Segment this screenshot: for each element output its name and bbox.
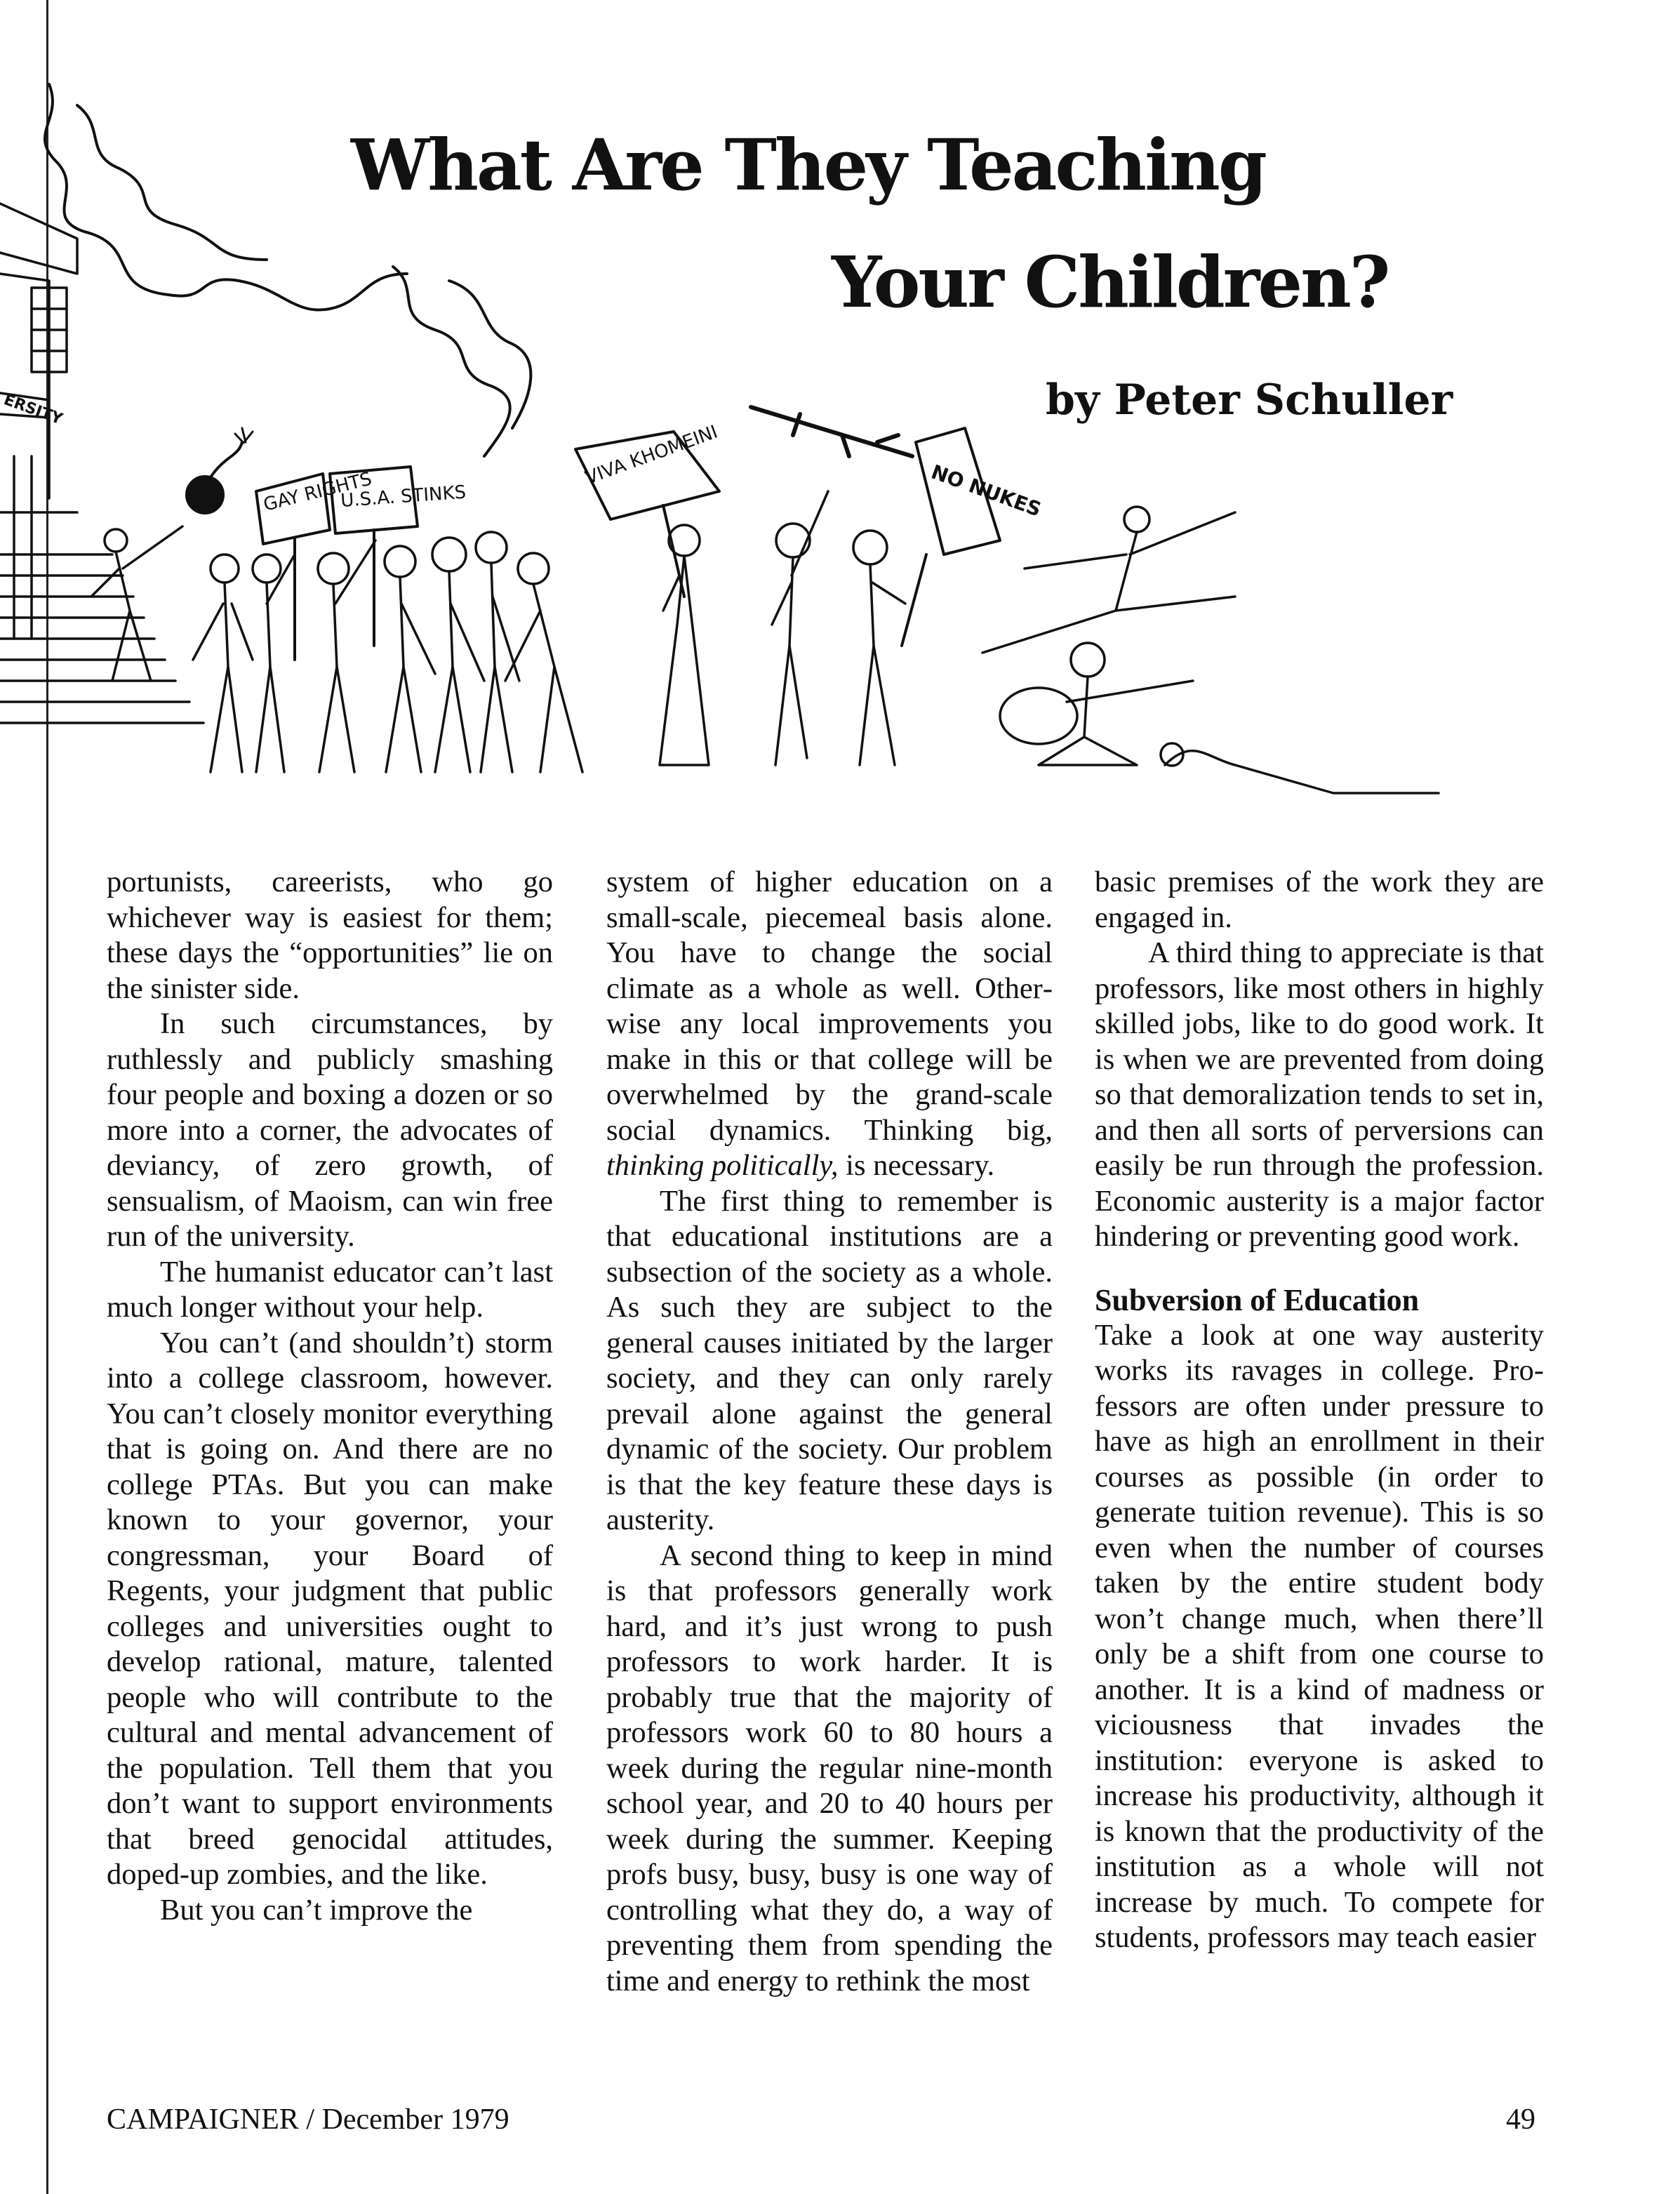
column-1	[107, 865, 553, 1928]
sign-text: U.S.A. STINKS	[340, 481, 467, 512]
paragraph-text: is necessary.	[846, 1149, 995, 1182]
paragraph: But you can’t improve the	[160, 1893, 473, 1927]
emphasis: thinking politically,	[606, 1149, 839, 1182]
column-2	[606, 865, 1053, 1999]
headline-line-1: What Are They Teaching	[351, 124, 1265, 206]
headline-line-2: Your Children?	[832, 241, 1389, 324]
paragraph: portunists, careerists, who go whichever way is easiest for them; these days the “opportunities” lie on the sinister side.	[107, 865, 553, 1005]
paragraph: The humanist educator can’t last much longer without your help.	[107, 1255, 553, 1324]
sign-text: NO NUKES	[928, 460, 1045, 521]
paragraph	[606, 865, 1053, 1184]
paragraph: The first thing to remember is that educational institutions are a subsection of the society as a whole. As such they are subject to the general causes initiated by the larger society, and they can only rarely prevail alone against the general dynamic of the society. Our problem is that the key feature these days is austerity.	[606, 1184, 1053, 1536]
section-heading: Subversion of Education	[1095, 1282, 1420, 1317]
sign-usa-stinks	[330, 467, 467, 646]
smoke-swirl	[393, 267, 510, 456]
paragraph-text: system of higher education on a small-scale, piecemeal basis alone. You have to change the social climate as a whole as well. Otherwise any local improvements you make in this or that college will be overwhelmed by the grand-scale social dynamics. Thinking big,	[606, 865, 1053, 1147]
column-3	[1095, 865, 1544, 1956]
paragraph: You can’t (and shouldn’t) storm into a college classroom, however. You can’t closely monitor everything that is going on. And there are no college PTAs. But you can make known to your governor, your congressman, your Board of Regents, your judgment that public colleges and universities ought to develop rational, mature, talented people who will contribute to the cultural and mental advancement of the population. Tell them that you don’t want to support environments that breed genocidal attitudes, doped-up zombies, and the like.	[107, 1326, 553, 1891]
rifle	[751, 407, 912, 456]
sign-viva-khomeini	[575, 422, 721, 597]
paragraph: Take a look at one way austerity works its ravages in college. Professors are often under pressure to have as high an enrollment in their courses as possible (in order to generate tuition revenue). This is so even when the number of courses taken by the entire student body won’t change much, when there’ll only be a shift from one course to another. It is a kind of madness or viciousness that invades the institution: everyone is asked to increase his productivity, although it is known that the productivity of the institution as a whole will not increase by much. To compete for students, professors may teach easier	[1095, 1318, 1544, 1954]
building	[0, 204, 204, 723]
byline: by Peter Schuller	[1046, 375, 1453, 425]
paragraph: In such circumstances, by ruthlessly and publicly smashing four people and boxing a dozen or so more into a corner, the advocates of deviancy, of zero growth, of sensualism, of Maoism, can win free run of the university.	[107, 1007, 553, 1253]
sign-text: GAY RIGHTS	[261, 468, 374, 516]
bomb	[187, 477, 223, 513]
footer-publication: CAMPAIGNER / December 1979	[107, 2103, 509, 2136]
facade-sign: ERSITY	[1, 391, 65, 429]
smoke-swirl	[77, 105, 267, 260]
page-number: 49	[1506, 2103, 1535, 2136]
paragraph: A second thing to keep in mind is that professors generally work hard, and it’s just wrong to push professors to work harder. It is probably true that the majority of professors work 60 to 80 hours a week during the regular nine-month school year, and 20 to 40 hours per week during the summer. Keeping profs busy, busy, busy is one way of controlling what they do, a way of preventing them from spending the time and energy to rethink the most	[606, 1538, 1053, 1997]
sign-text: VIVA KHOMEINI	[582, 421, 721, 489]
paragraph: basic premises of the work they are engaged in.	[1095, 865, 1544, 934]
sign-no-nukes	[902, 428, 1044, 646]
paragraph: A third thing to appreciate is that professors, like most others in highly skilled jobs, like to do good work. It is when we are prevented from doing so that demoralization tends to set in, and then all sorts of perversions can easily be run through the profession. Economic austerity is a major factor hindering or preventing good work.	[1095, 936, 1544, 1253]
